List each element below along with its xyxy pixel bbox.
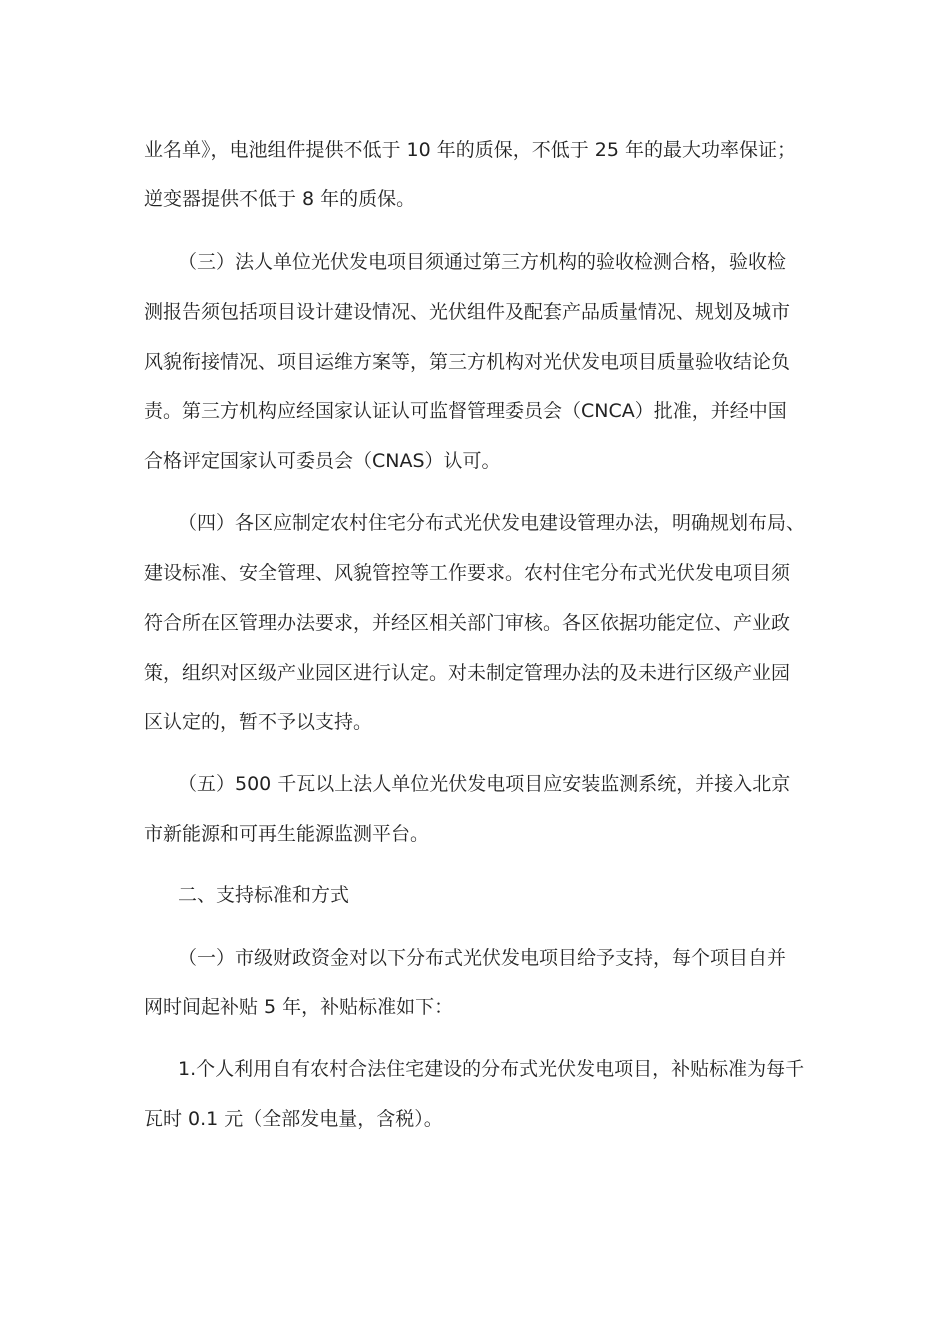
text-line: 测报告须包括项目设计建设情况、光伏组件及配套产品质量情况、规划及城市 <box>144 301 791 323</box>
paragraph-4-start: （四）各区应制定农村住宅分布式光伏发电建设管理办法，明确规划布局、 <box>178 512 806 534</box>
section-heading: 二、支持标准和方式 <box>178 884 350 906</box>
text-line: 合格评定国家认可委员会（CNAS）认可。 <box>144 450 501 472</box>
text-line: 逆变器提供不低于 8 年的质保。 <box>144 188 416 210</box>
text-line: 符合所在区管理办法要求，并经区相关部门审核。各区依据功能定位、产业政 <box>144 612 791 634</box>
text-line: 责。第三方机构应经国家认证认可监督管理委员会（CNCA）批准，并经中国 <box>144 400 787 422</box>
item-1-start: 1.个人利用自有农村合法住宅建设的分布式光伏发电项目，补贴标准为每千 <box>178 1058 805 1080</box>
text-line: 建设标准、安全管理、风貌管控等工作要求。农村住宅分布式光伏发电项目须 <box>144 562 791 584</box>
text-line: 区认定的，暂不予以支持。 <box>144 711 373 733</box>
paragraph-1-start: （一）市级财政资金对以下分布式光伏发电项目给予支持，每个项目自并 <box>178 947 787 969</box>
text-line: 风貌衔接情况、项目运维方案等，第三方机构对光伏发电项目质量验收结论负 <box>144 351 791 373</box>
text-line: 网时间起补贴 5 年，补贴标准如下： <box>144 996 454 1018</box>
text-line: 市新能源和可再生能源监测平台。 <box>144 823 430 845</box>
paragraph-3-start: （三）法人单位光伏发电项目须通过第三方机构的验收检测合格，验收检 <box>178 251 787 273</box>
text-line: 业名单》，电池组件提供不低于 10 年的质保，不低于 25 年的最大功率保证； <box>144 139 797 161</box>
text-line: 瓦时 0.1 元（全部发电量，含税）。 <box>144 1108 443 1130</box>
text-line: 策，组织对区级产业园区进行认定。对未制定管理办法的及未进行区级产业园 <box>144 662 791 684</box>
paragraph-5-start: （五）500 千瓦以上法人单位光伏发电项目应安装监测系统，并接入北京 <box>178 773 791 795</box>
